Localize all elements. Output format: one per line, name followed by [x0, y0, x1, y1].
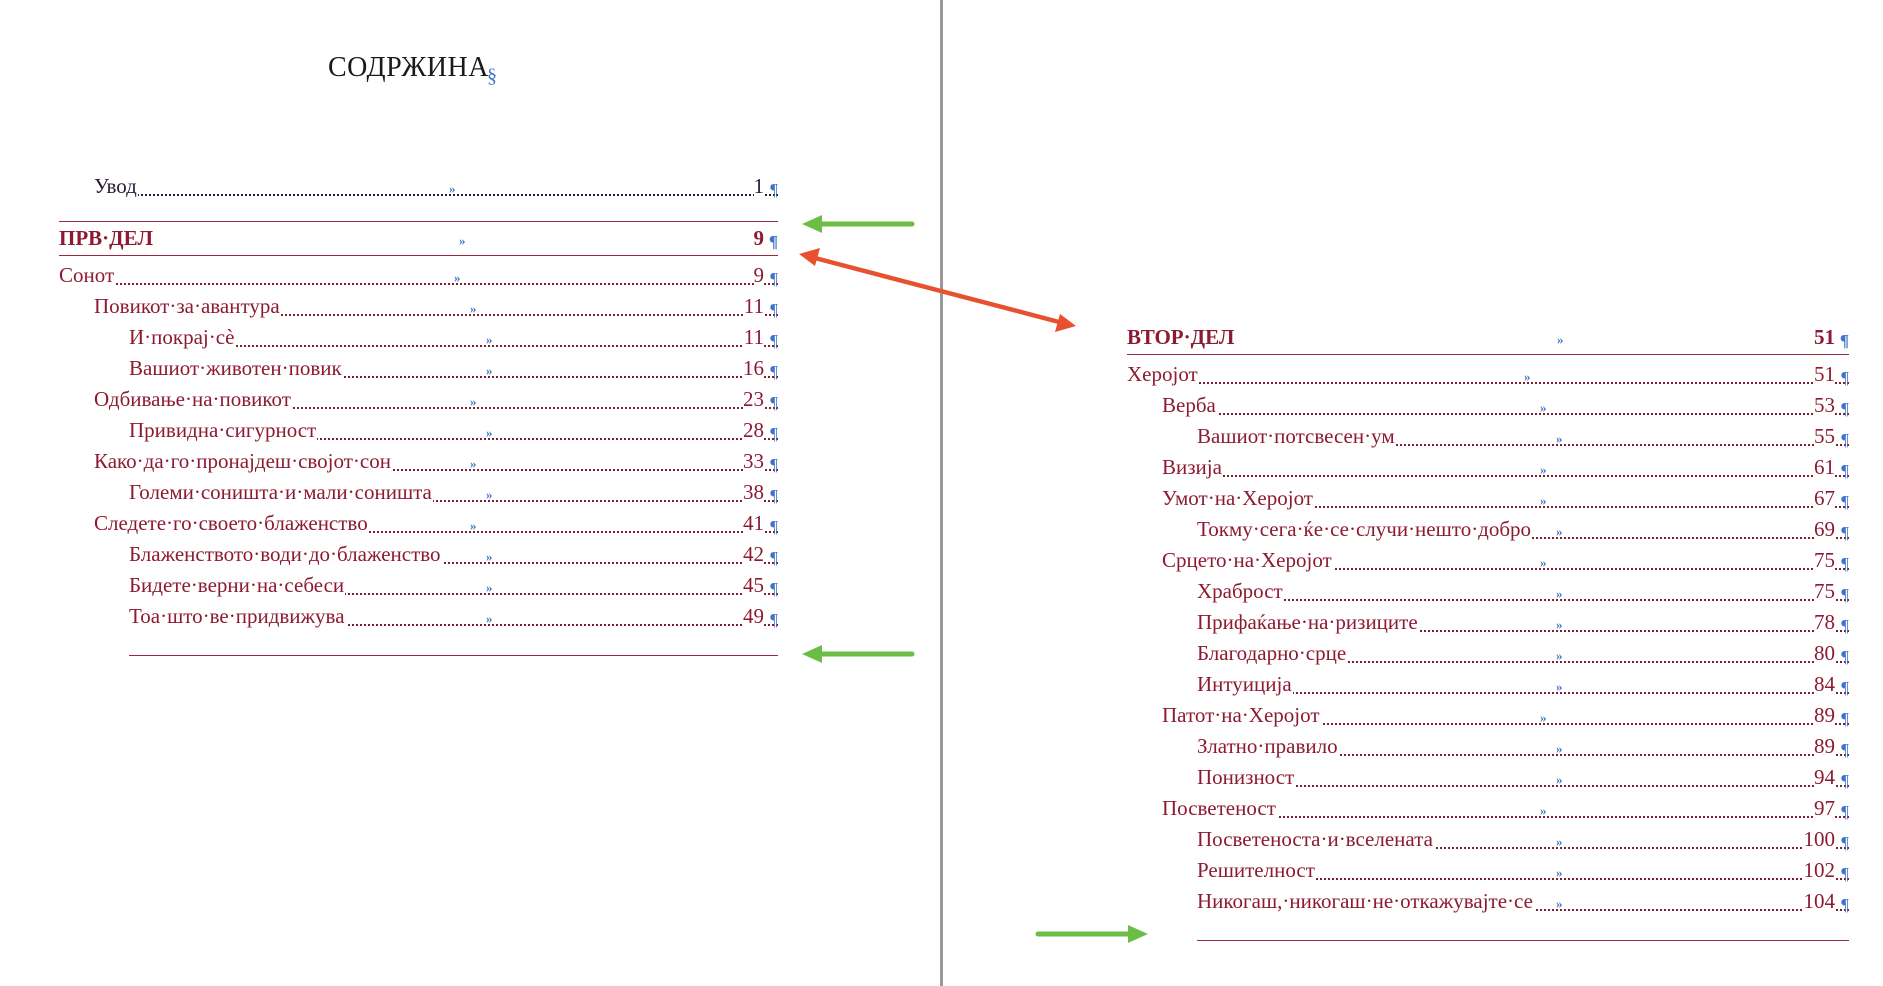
green-arrow-bottom	[1030, 922, 1150, 946]
pilcrow-icon: ¶	[770, 455, 778, 474]
pilcrow-icon: ¶	[1841, 616, 1849, 635]
toc-page-number: 11	[743, 325, 764, 349]
toc-page-number: 55	[1814, 424, 1835, 448]
toc-entry-label: Прифаќање·на·ризиците	[1197, 610, 1418, 634]
tab-mark-icon: »	[1556, 617, 1563, 632]
pilcrow-icon: ¶	[770, 548, 778, 567]
toc-page-number: 69	[1814, 517, 1835, 541]
pilcrow-icon: ¶	[770, 486, 778, 505]
right-page	[943, 0, 1883, 986]
tab-mark-icon: »	[1556, 772, 1563, 787]
toc-entry	[1197, 516, 1849, 546]
pilcrow-icon: ¶	[1839, 331, 1849, 350]
toc-entry	[1197, 640, 1849, 670]
toc-entry	[94, 448, 778, 478]
toc-page-number: 11	[743, 294, 764, 318]
pilcrow-icon: ¶	[770, 424, 778, 443]
toc-entry-label: Увод	[94, 174, 137, 198]
toc-page-number: 53	[1814, 393, 1835, 417]
toc-entry-label: Одбивање·на·повикот	[94, 387, 291, 411]
toc-entry-label: Бидете·верни·на·себеси	[129, 573, 345, 597]
toc-entry	[1197, 423, 1849, 453]
toc-entry	[1197, 609, 1849, 639]
pilcrow-icon: ¶	[1841, 368, 1849, 387]
toc-entry	[1162, 485, 1849, 515]
section-end-rule	[129, 655, 778, 656]
toc-entry-label: ПРВ·ДЕЛ	[59, 226, 153, 250]
toc-entry	[129, 324, 778, 354]
toc-entry-label: Вашиот·потсвесен·ум	[1197, 424, 1395, 448]
tab-mark-icon: »	[1540, 400, 1547, 415]
part-rule-bottom	[1127, 354, 1849, 355]
pilcrow-icon: ¶	[1841, 895, 1849, 914]
toc-page-number: 51	[1814, 325, 1835, 349]
toc-entry-label: Тоа·што·ве·придвижува	[129, 604, 345, 628]
toc-page-number: 67	[1814, 486, 1835, 510]
toc-entry	[129, 479, 778, 509]
tab-mark-icon: »	[1524, 369, 1531, 384]
tab-mark-icon: »	[1556, 648, 1563, 663]
toc-entry-label: Како·да·го·пронајдеш·својот·сон	[94, 449, 391, 473]
dot-leader	[1197, 599, 1849, 601]
toc-page-number: 9	[753, 263, 764, 287]
toc-page-number: 9	[753, 226, 764, 250]
tab-mark-icon: »	[1556, 834, 1563, 849]
toc-entry	[1197, 764, 1849, 794]
toc-entry	[1197, 857, 1849, 887]
toc-entry-label: Понизност	[1197, 765, 1295, 789]
toc-entry	[94, 386, 778, 416]
pilcrow-icon: ¶	[770, 393, 778, 412]
toc-entry-label: Визија	[1162, 455, 1222, 479]
pilcrow-icon: ¶	[1841, 864, 1849, 883]
dot-leader	[59, 283, 778, 285]
toc-entry	[129, 417, 778, 447]
toc-entry-label: Благодарно·срце	[1197, 641, 1347, 665]
dot-leader	[1197, 692, 1849, 694]
pilcrow-icon: ¶	[770, 579, 778, 598]
toc-intro	[94, 173, 778, 203]
toc-page-number: 61	[1814, 455, 1835, 479]
toc-entry	[1197, 826, 1849, 856]
part-heading	[1127, 324, 1849, 354]
toc-page-number: 102	[1803, 858, 1835, 882]
toc-page-number: 33	[743, 449, 764, 473]
tab-mark-icon: »	[449, 181, 456, 196]
toc-entry-label: Решителност	[1197, 858, 1315, 882]
toc-entry	[1162, 702, 1849, 732]
toc-page-number: 51	[1814, 362, 1835, 386]
tab-mark-icon: »	[470, 394, 477, 409]
toc-entry	[59, 262, 778, 292]
toc-entry	[1162, 454, 1849, 484]
toc-entry-label: Големи·соништа·и·мали·соништа	[129, 480, 432, 504]
toc-entry-label: Привидна·сигурност	[129, 418, 317, 442]
tab-mark-icon: »	[459, 233, 466, 248]
pilcrow-icon: ¶	[1841, 461, 1849, 480]
dot-leader	[1162, 413, 1849, 415]
toc-page-number: 41	[743, 511, 764, 535]
red-double-arrow	[795, 245, 1080, 335]
tab-mark-icon: »	[486, 611, 493, 626]
toc-entry-label: Патот·на·Херојот	[1162, 703, 1320, 727]
pilcrow-icon: ¶	[770, 300, 778, 319]
toc-entry	[129, 541, 778, 571]
pilcrow-icon: ¶	[1841, 399, 1849, 418]
tab-mark-icon: »	[486, 580, 493, 595]
pilcrow-icon: ¶	[1841, 833, 1849, 852]
dot-leader	[94, 194, 778, 196]
toc-page-number: 49	[743, 604, 764, 628]
toc-page-number: 45	[743, 573, 764, 597]
toc-entry	[129, 572, 778, 602]
toc-entry	[1197, 733, 1849, 763]
toc-page-number: 23	[743, 387, 764, 411]
pilcrow-icon: ¶	[1841, 430, 1849, 449]
toc-entry-label: Верба	[1162, 393, 1216, 417]
tab-mark-icon: »	[1540, 493, 1547, 508]
pilcrow-icon: ¶	[770, 362, 778, 381]
tab-mark-icon: »	[470, 456, 477, 471]
toc-page-number: 1	[753, 174, 764, 198]
tab-mark-icon: »	[1556, 679, 1563, 694]
toc-entry-label: Блаженството·води·до·блаженство	[129, 542, 441, 566]
pilcrow-icon: ¶	[1841, 647, 1849, 666]
toc-entry	[1162, 392, 1849, 422]
toc-entry-label: Посветеноста·и·вселената	[1197, 827, 1433, 851]
toc-entry	[129, 355, 778, 385]
toc-page-number: 80	[1814, 641, 1835, 665]
section-end-rule	[1197, 940, 1849, 941]
tab-mark-icon: »	[470, 301, 477, 316]
toc-page-number: 16	[743, 356, 764, 380]
toc-entry	[1197, 578, 1849, 608]
toc-page-number: 100	[1803, 827, 1835, 851]
toc-entry-label: Никогаш,·никогаш·не·откажувајте·се	[1197, 889, 1533, 913]
tab-mark-icon: »	[486, 549, 493, 564]
toc-page-number: 78	[1814, 610, 1835, 634]
toc-entry-label: Токму·сега·ќе·се·случи·нешто·добро	[1197, 517, 1532, 541]
tab-mark-icon: »	[486, 332, 493, 347]
tab-mark-icon: »	[1540, 803, 1547, 818]
tab-mark-icon: »	[486, 363, 493, 378]
toc-page-number: 97	[1814, 796, 1835, 820]
tab-mark-icon: »	[1556, 431, 1563, 446]
toc-entry-label: Посветеност	[1162, 796, 1276, 820]
tab-mark-icon: »	[454, 270, 461, 285]
pilcrow-icon: ¶	[1841, 523, 1849, 542]
pilcrow-icon: ¶	[768, 232, 778, 251]
section-mark-icon: §	[486, 65, 498, 87]
dot-leader	[1162, 475, 1849, 477]
pilcrow-icon: ¶	[770, 331, 778, 350]
tab-mark-icon: »	[1556, 524, 1563, 539]
green-arrow-top	[800, 212, 920, 236]
toc-entry-label: Следете·го·своето·блаженство	[94, 511, 368, 535]
toc-title	[328, 52, 498, 87]
toc-page-number: 38	[743, 480, 764, 504]
pilcrow-icon: ¶	[770, 517, 778, 536]
toc-entry-label: Херојот	[1127, 362, 1198, 386]
toc-page-number: 75	[1814, 579, 1835, 603]
tab-mark-icon: »	[1557, 332, 1564, 347]
pilcrow-icon: ¶	[1841, 554, 1849, 573]
pilcrow-icon: ¶	[1841, 709, 1849, 728]
toc-entry	[1197, 888, 1849, 918]
toc-page-number: 42	[743, 542, 764, 566]
toc-entry	[1127, 361, 1849, 391]
toc-entry	[1162, 795, 1849, 825]
toc-entry	[1197, 671, 1849, 701]
tab-mark-icon: »	[1556, 586, 1563, 601]
part-rule-top	[59, 221, 778, 222]
toc-page-number: 89	[1814, 703, 1835, 727]
pilcrow-icon: ¶	[770, 610, 778, 629]
toc-page-number: 28	[743, 418, 764, 442]
toc-entry-label: Срцето·на·Херојот	[1162, 548, 1332, 572]
part-rule-bottom	[59, 255, 778, 256]
green-arrow-middle	[800, 642, 920, 666]
toc-page-number: 89	[1814, 734, 1835, 758]
toc-entry-label: Златно·правило	[1197, 734, 1338, 758]
part-heading	[59, 225, 778, 255]
toc-entry-label: Храброст	[1197, 579, 1283, 603]
toc-entry	[1162, 547, 1849, 577]
tab-mark-icon: »	[1556, 896, 1563, 911]
pilcrow-icon: ¶	[770, 180, 778, 199]
toc-entry-label: Умот·на·Херојот	[1162, 486, 1313, 510]
tab-mark-icon: »	[486, 425, 493, 440]
tab-mark-icon: »	[470, 518, 477, 533]
tab-mark-icon: »	[1540, 462, 1547, 477]
pilcrow-icon: ¶	[1841, 492, 1849, 511]
pilcrow-icon: ¶	[770, 269, 778, 288]
pilcrow-icon: ¶	[1841, 678, 1849, 697]
toc-entry	[94, 293, 778, 323]
toc-entry-label: Интуиција	[1197, 672, 1292, 696]
toc-entry-label: Сонот	[59, 263, 115, 287]
toc-entry-label: ВТОР·ДЕЛ	[1127, 325, 1235, 349]
left-page	[0, 0, 940, 986]
toc-page-number: 75	[1814, 548, 1835, 572]
toc-entry-label: И·покрај·сè	[129, 325, 235, 349]
tab-mark-icon: »	[486, 487, 493, 502]
toc-entry	[94, 510, 778, 540]
pilcrow-icon: ¶	[1841, 802, 1849, 821]
pilcrow-icon: ¶	[1841, 740, 1849, 759]
toc-page-number: 104	[1803, 889, 1835, 913]
toc-entry-label: Повикот·за·авантура	[94, 294, 280, 318]
tab-mark-icon: »	[1556, 865, 1563, 880]
pilcrow-icon: ¶	[1841, 585, 1849, 604]
tab-mark-icon: »	[1540, 555, 1547, 570]
toc-entry-label: Вашиот·животен·повик	[129, 356, 342, 380]
tab-mark-icon: »	[1556, 741, 1563, 756]
toc-page-number: 94	[1814, 765, 1835, 789]
toc-page-number: 84	[1814, 672, 1835, 696]
tab-mark-icon: »	[1540, 710, 1547, 725]
dot-leader	[1127, 382, 1849, 384]
pilcrow-icon: ¶	[1841, 771, 1849, 790]
toc-entry	[129, 603, 778, 633]
toc-title-text: СОДРЖИНА	[328, 52, 489, 83]
